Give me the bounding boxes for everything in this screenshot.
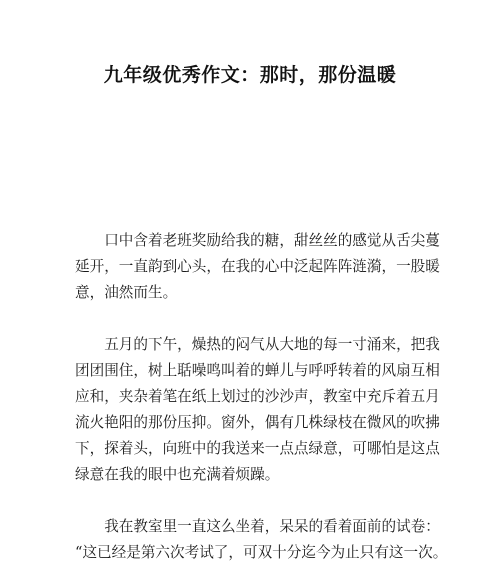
- text-line: 下，探着头，向班中的我送来一点点绿意，可哪怕是这点: [75, 440, 440, 457]
- paragraph-gap: [75, 306, 425, 332]
- text-line: 意，油然而生。: [75, 284, 178, 301]
- paragraph: [75, 228, 440, 306]
- text-line: 五月的下午，燥热的闷气从大地的每一寸涌来，把我: [75, 336, 440, 353]
- text-line: 我在教室里一直这么坐着，呆呆的看着面前的试卷：: [75, 518, 440, 535]
- text-line: 团团围住，树上聒噪鸣叫着的蝉儿与呼呼转着的风扇互相: [75, 362, 440, 379]
- text-line: 绿意在我的眼中也充满着烦躁。: [75, 466, 280, 483]
- text-line: 应和，夹杂着笔在纸上划过的沙沙声，教室中充斥着五月: [75, 388, 440, 405]
- paragraph: [75, 514, 448, 566]
- text-line: “这已经是第六次考试了，可双十分迄今为止只有这一次。: [75, 544, 448, 561]
- text-line: 口中含着老班奖励给我的糖，甜丝丝的感觉从舌尖蔓: [75, 232, 440, 249]
- text-line: 流火艳阳的那份压抑。窗外，偶有几株绿枝在微风的吹拂: [75, 414, 440, 431]
- paragraph-gap: [75, 488, 425, 514]
- document-title: 九年级优秀作文：那时，那份温暖: [103, 64, 397, 86]
- paragraph: [75, 332, 440, 488]
- document-body: [75, 228, 448, 566]
- text-line: 延开，一直韵到心头，在我的心中泛起阵阵涟漪，一股暖: [75, 258, 440, 275]
